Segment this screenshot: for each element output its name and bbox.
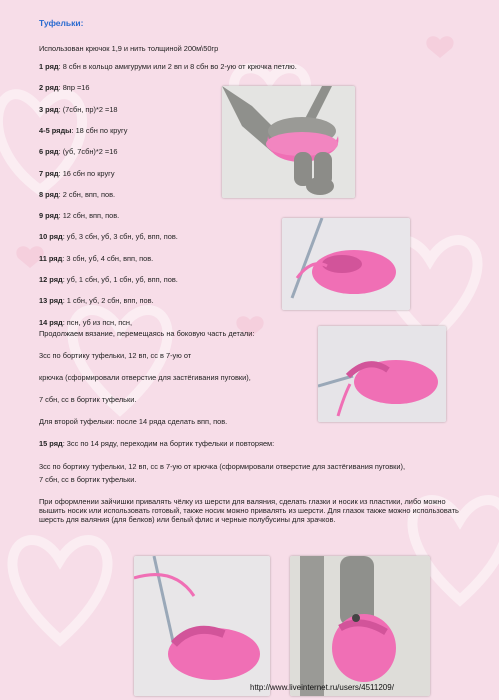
row-text: : (7сбн, пр)*2 =18: [58, 104, 118, 114]
row-text: : 3 сбн, уб, 4 сбн, впп, пов.: [62, 253, 154, 263]
row-text: : 18 сбн по кругу: [71, 125, 128, 135]
photo-shoe-step-2: [318, 326, 446, 422]
row-label: 11 ряд: [39, 253, 63, 263]
photo-shoe-step-1: [282, 218, 410, 310]
pattern-row: [39, 105, 118, 114]
pattern-row: [39, 62, 297, 71]
row-label: 3 ряд: [39, 104, 59, 114]
pattern-row: [39, 275, 178, 284]
row-label: 7 ряд: [39, 168, 59, 178]
row-15-text: : 3сс по 14 ряду, переходим на бортик туфельки и повторяем:: [62, 439, 275, 448]
pattern-row: [39, 169, 115, 178]
row-15: [39, 439, 274, 448]
pattern-row: [39, 190, 115, 199]
photo-shoe-step-3: [134, 556, 270, 696]
continue-text: Продолжаем вязание, перемещаясь на боковую часть детали:: [39, 329, 255, 338]
section-title: Туфельки:: [39, 18, 84, 28]
row-label: 10 ряд: [39, 232, 63, 242]
row-text: : 8пр =16: [58, 83, 90, 93]
row-text: : 16 сбн по кругу: [58, 168, 115, 178]
pattern-row: [39, 83, 90, 92]
row-text: : (уб, 7сбн)*2 =16: [58, 147, 118, 157]
para2-line-b: 7 сбн, сс в бортик туфельки.: [39, 475, 137, 484]
row-text: : 1 сбн, уб, 2 сбн, впп, пов.: [62, 296, 154, 306]
row-label: 4-5 ряды: [39, 125, 72, 135]
row-text: : 2 сбн, впп, пов.: [58, 189, 116, 199]
para1-line-b: крючка (сформировали отверстие для застёгивания пуговки),: [39, 373, 251, 382]
para1-line-a: 3сс по бортику туфельки, 12 вп, сс в 7-ую от: [39, 351, 192, 360]
photo-bunny-legs: [222, 86, 355, 198]
row-text: : уб, 3 сбн, уб, 3 сбн, уб, впп, пов.: [62, 232, 178, 242]
pattern-row: [39, 232, 178, 241]
row-text: : псн, уб из псн, псн,: [62, 317, 133, 327]
decoration-text: При оформлении зайчишки привалять чёлку из шерсти для валяния, сделать глазки и носик из пластики, либо можно вышить носик или использовать готовый, также носик можно привалять из шерсти. Для глазок также можно использовать шерсть для валяния (для белков) или белый флис и черные полубусины для зрачков.: [39, 497, 459, 524]
row-text: : 8 сбн в кольцо амигуруми или 2 вп и 8 сбн во 2-ую от крючка петлю.: [58, 62, 297, 71]
pattern-row: [39, 254, 153, 263]
intro-text: Использован крючок 1,9 и нить толщиной 200м\50гр: [39, 44, 219, 53]
pattern-row: [39, 211, 119, 220]
source-url: http://www.liveinternet.ru/users/4511209/: [250, 683, 394, 692]
row-label: 12 ряд: [39, 275, 63, 284]
photo-bunny-shoe: [290, 556, 430, 696]
row-label: 8 ряд: [39, 189, 59, 199]
row-label: 2 ряд: [39, 83, 59, 93]
row-label: 13 ряд: [39, 296, 63, 306]
pattern-row: [39, 296, 154, 305]
row-label: 9 ряд: [39, 211, 59, 221]
pattern-row: [39, 126, 127, 135]
pattern-row: [39, 318, 132, 327]
row-label: 6 ряд: [39, 147, 59, 157]
row-label: 14 ряд: [39, 317, 63, 327]
row-text: : 12 сбн, впп, пов.: [58, 211, 120, 221]
row-15-label: 15 ряд: [39, 439, 63, 448]
row-text: : уб, 1 сбн, уб, 1 сбн, уб, впп, пов.: [62, 275, 178, 284]
pattern-row: [39, 147, 117, 156]
row-label: 1 ряд: [39, 62, 59, 71]
para2-line-a: 3сс по бортику туфельки, 12 вп, сс в 7-ую от крючка (сформировали отверстие для застёгивания пуговки),: [39, 462, 406, 471]
para1-line-c: 7 сбн, сс в бортик туфельки.: [39, 395, 137, 404]
second-shoe-text: Для второй туфельки: после 14 ряда сделать впп, пов.: [39, 417, 228, 426]
